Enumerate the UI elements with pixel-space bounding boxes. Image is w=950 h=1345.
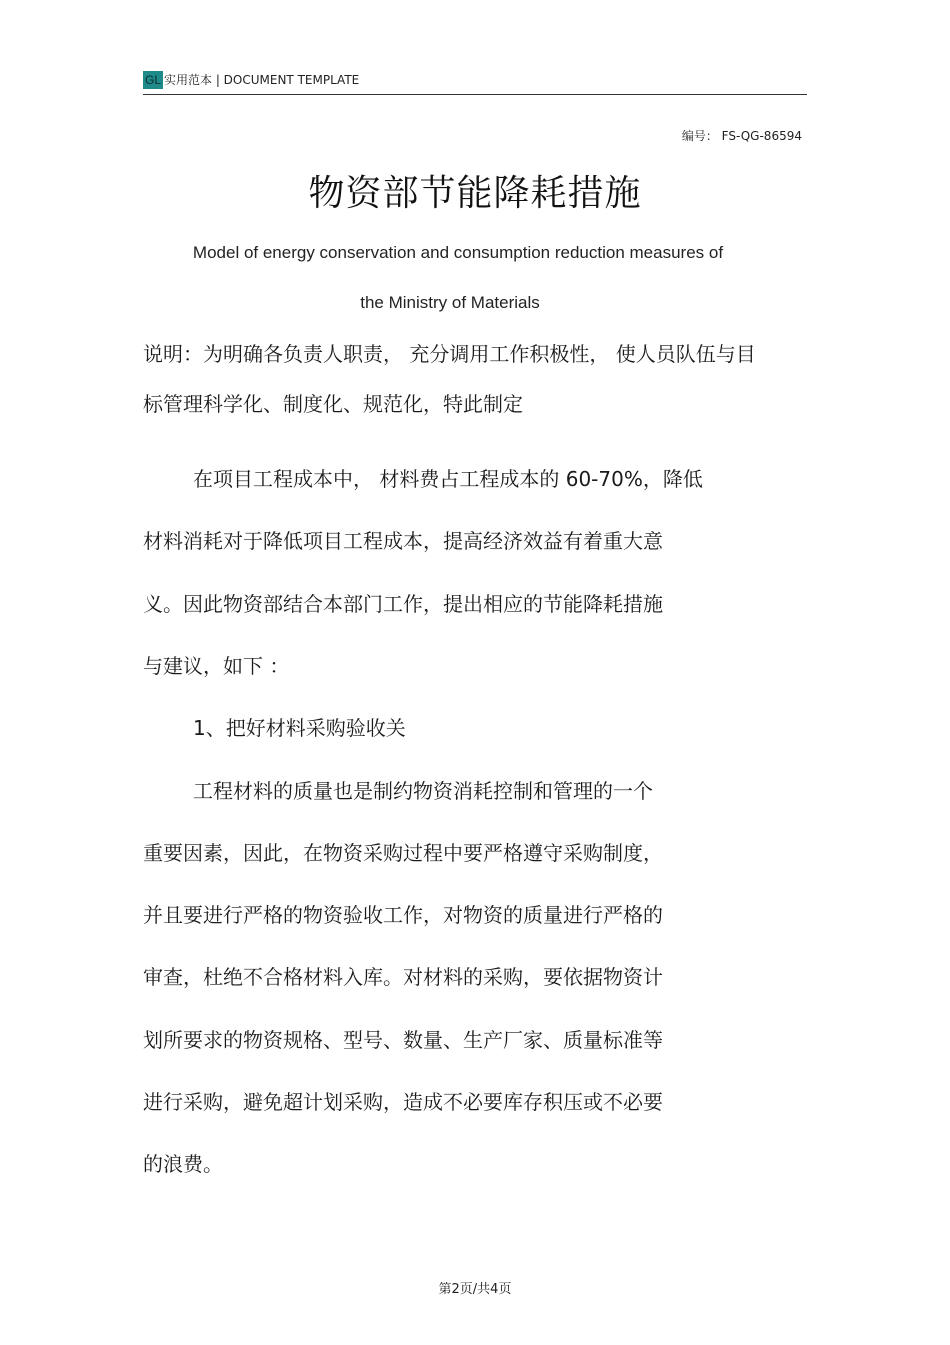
description-line-2: 标管理科学化、制度化、规范化，特此制定 <box>143 392 523 416</box>
document-header <box>143 68 807 95</box>
paragraph-line: 材料消耗对于降低项目工程成本，提高经济效益有着重大意 <box>143 529 663 553</box>
paragraph-line: 在项目工程成本中， 材料费占工程成本的 60-70%，降低 <box>193 467 703 491</box>
paragraph-line: 划所要求的物资规格、型号、数量、生产厂家、质量标准等 <box>143 1028 663 1052</box>
paragraph-line: 重要因素，因此，在物资采购过程中要严格遵守采购制度， <box>143 841 663 865</box>
section-heading: 1、把好材料采购验收关 <box>193 716 406 740</box>
english-subtitle-line-1: Model of energy conservation and consumption reduction measures of <box>192 243 724 262</box>
document-number: 编号： FS-QG-86594 <box>681 129 802 143</box>
paragraph-line: 并且要进行严格的物资验收工作，对物资的质量进行严格的 <box>143 903 663 927</box>
paragraph-line: 义。因此物资部结合本部门工作，提出相应的节能降耗措施 <box>143 592 663 616</box>
description-line-1: 说明：为明确各负责人职责， 充分调用工作积极性， 使人员队伍与目 <box>143 342 756 366</box>
gl-logo: GL <box>144 73 161 87</box>
paragraph-line: 的浪费。 <box>143 1152 223 1176</box>
paragraph-line: 工程材料的质量也是制约物资消耗控制和管理的一个 <box>193 779 653 803</box>
header-template-label: 实用范本 | DOCUMENT TEMPLATE <box>164 73 360 87</box>
document-title: 物资部节能降耗措施 <box>308 173 642 214</box>
paragraph-line: 审查，杜绝不合格材料入库。对材料的采购，要依据物资计 <box>143 965 663 989</box>
english-subtitle-line-2: the Ministry of Materials <box>360 293 540 312</box>
paragraph-line: 进行采购，避免超计划采购，造成不必要库存积压或不必要 <box>143 1090 663 1114</box>
page-number: 第2页/共4页 <box>438 1282 512 1297</box>
paragraph-line: 与建议，如下 ： <box>143 654 290 678</box>
